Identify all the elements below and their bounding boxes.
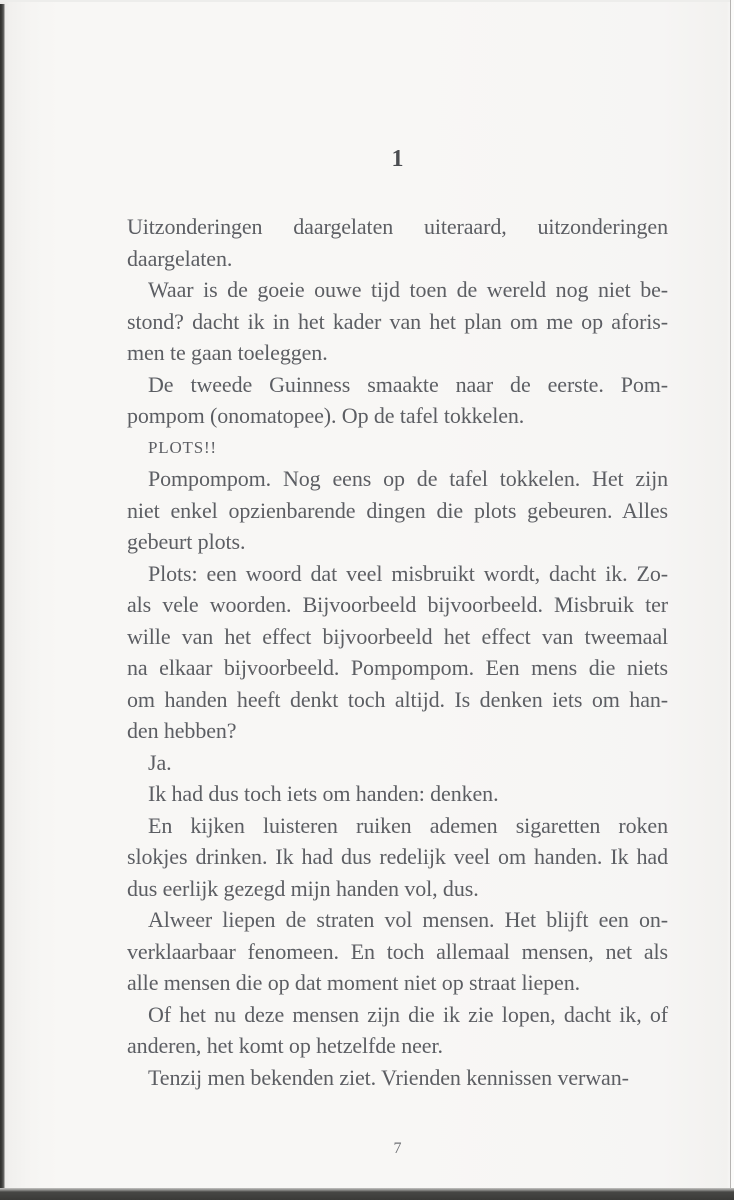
paragraph <box>127 432 668 464</box>
text-line: om handen heeft denkt toch altijd. Is denken iets om han- <box>127 686 668 712</box>
text-line: Plots: een woord dat veel misbruikt wordt, dacht ik. Zo- <box>148 560 668 586</box>
page-number: 7 <box>393 1140 402 1157</box>
text-line: gebeurt plots. <box>127 529 246 554</box>
paragraph <box>127 999 668 1062</box>
text-line: Alweer liepen de straten vol mensen. Het blijft een on- <box>148 907 668 932</box>
paragraph <box>127 558 668 747</box>
text-line: pompom (onomatopee). Op de tafel tokkelen. <box>127 403 525 428</box>
text-line: wille van het effect bijvoorbeeld het effect van tweemaal <box>127 623 668 649</box>
text-line: Uitzonderingen daargelaten uiteraard, uitzonderingen <box>127 214 668 239</box>
text-line: als vele woorden. Bijvoorbeeld bijvoorbeeld. Misbruik ter <box>127 592 668 617</box>
paragraph <box>127 463 668 558</box>
text-line: En kijken luisteren ruiken ademen sigaretten roken <box>148 812 668 838</box>
text-line: Pompompom. Nog eens op de tafel tokkelen. Het zijn <box>148 466 668 491</box>
text-line: daargelaten. <box>127 245 233 271</box>
chapter-number: 1 <box>391 146 404 172</box>
paragraph <box>127 778 668 810</box>
spine-shadow-edge <box>0 4 5 1200</box>
text-line: PLOTS!! <box>148 437 217 457</box>
text-line: men te gaan toeleggen. <box>127 340 328 365</box>
paragraph <box>127 1062 668 1094</box>
text-line: stond? dacht ik in het kader van het plan om me op aforis- <box>127 308 668 334</box>
text-line: Ik had dus toch iets om handen: denken. <box>148 781 499 806</box>
text-line: Ja. <box>148 749 172 775</box>
text-line: slokjes drinken. Ik had dus redelijk veel om handen. Ik had <box>127 844 668 869</box>
paragraph <box>127 904 668 999</box>
paragraph <box>127 369 668 432</box>
text-line: Waar is de goeie ouwe tijd toen de wereld nog niet be- <box>148 277 668 302</box>
text-line: na elkaar bijvoorbeeld. Pompompom. Een mens die niets <box>127 655 668 680</box>
text-line: De tweede Guinness smaakte naar de eerste. Pom- <box>148 371 668 397</box>
text-line: dus eerlijk gezegd mijn handen vol, dus. <box>127 875 479 901</box>
text-line: Tenzij men bekenden ziet. Vrienden kennissen verwan- <box>148 1064 629 1090</box>
text-line: anderen, het komt op hetzelfde neer. <box>127 1033 443 1058</box>
body-text <box>127 211 668 1093</box>
page-right-edge-line <box>730 0 731 1188</box>
text-line: den hebben? <box>127 718 237 743</box>
paragraph <box>127 747 668 779</box>
paragraph <box>127 274 668 369</box>
text-line: Of het nu deze mensen zijn die ik zie lopen, dacht ik, of <box>148 1001 668 1027</box>
text-line: niet enkel opzienbarende dingen die plots gebeuren. Alles <box>127 497 668 523</box>
paragraph <box>127 810 668 905</box>
text-line: verklaarbaar fenomeen. En toch allemaal mensen, net als <box>127 938 668 964</box>
paragraph <box>127 211 668 274</box>
text-line: alle mensen die op dat moment niet op straat liepen. <box>127 970 580 995</box>
scanner-bottom-bar <box>0 1188 734 1200</box>
